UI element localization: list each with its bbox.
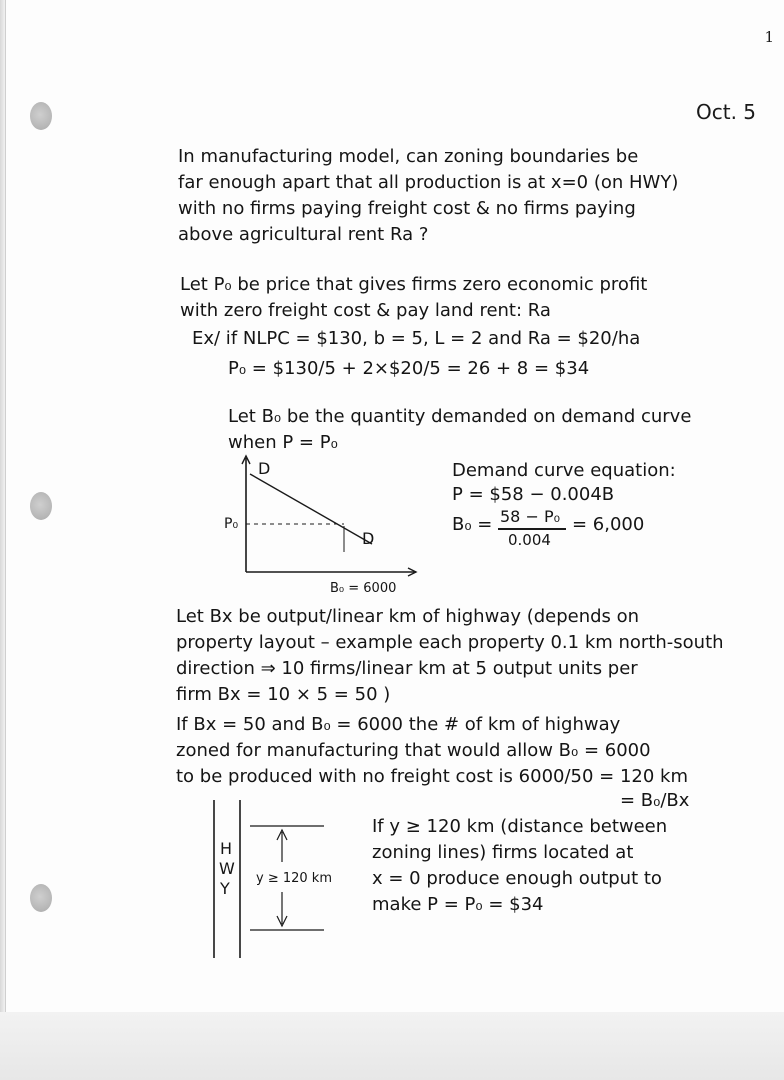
- p0-definition-line-2: with zero freight cost & pay land rent: Ra: [180, 300, 551, 321]
- conclusion-line-4: make P = P₀ = $34: [372, 894, 544, 915]
- demand-line: [250, 474, 372, 544]
- note-date: Oct. 5: [696, 100, 757, 124]
- conclusion-line-1: If y ≥ 120 km (distance between: [372, 816, 668, 837]
- example-line: Ex/ if NLPC = $130, b = 5, L = 2 and Ra = $20/ha: [192, 328, 641, 349]
- question-line-1: In manufacturing model, can zoning boundaries be: [178, 146, 639, 167]
- bx-definition-line-3: direction ⇒ 10 firms/linear km at 5 output units per: [176, 658, 638, 679]
- b0-definition-line-2: when P = P₀: [228, 432, 338, 453]
- p0-axis-label: P₀: [224, 516, 239, 532]
- b0-definition-line-1: Let B₀ be the quantity demanded on demand curve: [228, 406, 692, 427]
- b0-solution-result: = 6,000: [572, 514, 645, 535]
- b0-axis-label: B₀ = 6000: [330, 581, 397, 596]
- question-line-2: far enough apart that all production is at x=0 (on HWY): [178, 172, 679, 193]
- highway-letter-h: H: [220, 839, 233, 858]
- punch-hole-middle: [30, 492, 52, 520]
- highway-calc-line-1: If Bx = 50 and B₀ = 6000 the # of km of highway: [176, 714, 621, 735]
- p0-calculation: P₀ = $130/5 + 2×$20/5 = 26 + 8 = $34: [228, 358, 590, 379]
- page-bottom-shadow: [0, 1012, 784, 1080]
- highway-diagram: [196, 800, 376, 960]
- punch-hole-top: [30, 102, 52, 130]
- highway-calc-line-3: to be produced with no freight cost is 6000/50 = 120 km: [176, 766, 688, 787]
- b0-solution-numerator: 58 − P₀: [500, 507, 560, 526]
- highway-calc-equivalence: = B₀/Bx: [620, 790, 690, 811]
- question-line-4: above agricultural rent Ra ?: [178, 224, 429, 245]
- demand-equation-title: Demand curve equation:: [452, 460, 676, 481]
- page-margin-line: [5, 0, 6, 1080]
- demand-curve-graph: [222, 452, 422, 598]
- b0-solution-denominator: 0.004: [508, 531, 551, 549]
- distance-label: y ≥ 120 km: [256, 871, 332, 886]
- highway-calc-line-2: zoned for manufacturing that would allow B₀ = 6000: [176, 740, 651, 761]
- demand-equation: P = $58 − 0.004B: [452, 484, 615, 505]
- question-line-3: with no firms paying freight cost & no firms paying: [178, 198, 636, 219]
- highway-letter-w: W: [219, 859, 235, 878]
- page-number: 1: [764, 28, 774, 46]
- b0-solution-lhs: B₀ =: [452, 514, 493, 535]
- bx-definition-line-4: firm Bx = 10 × 5 = 50 ): [176, 684, 391, 705]
- punch-hole-bottom: [30, 884, 52, 912]
- p0-definition-line-1: Let P₀ be price that gives firms zero economic profit: [180, 274, 648, 295]
- conclusion-line-2: zoning lines) firms located at: [372, 842, 634, 863]
- highway-letter-y: Y: [220, 879, 230, 898]
- demand-label-bottom: D: [362, 529, 375, 548]
- bx-definition-line-1: Let Bx be output/linear km of highway (depends on: [176, 606, 640, 627]
- demand-label-top: D: [258, 459, 271, 478]
- bx-definition-line-2: property layout – example each property 0.1 km north-south: [176, 632, 724, 653]
- conclusion-line-3: x = 0 produce enough output to: [372, 868, 662, 889]
